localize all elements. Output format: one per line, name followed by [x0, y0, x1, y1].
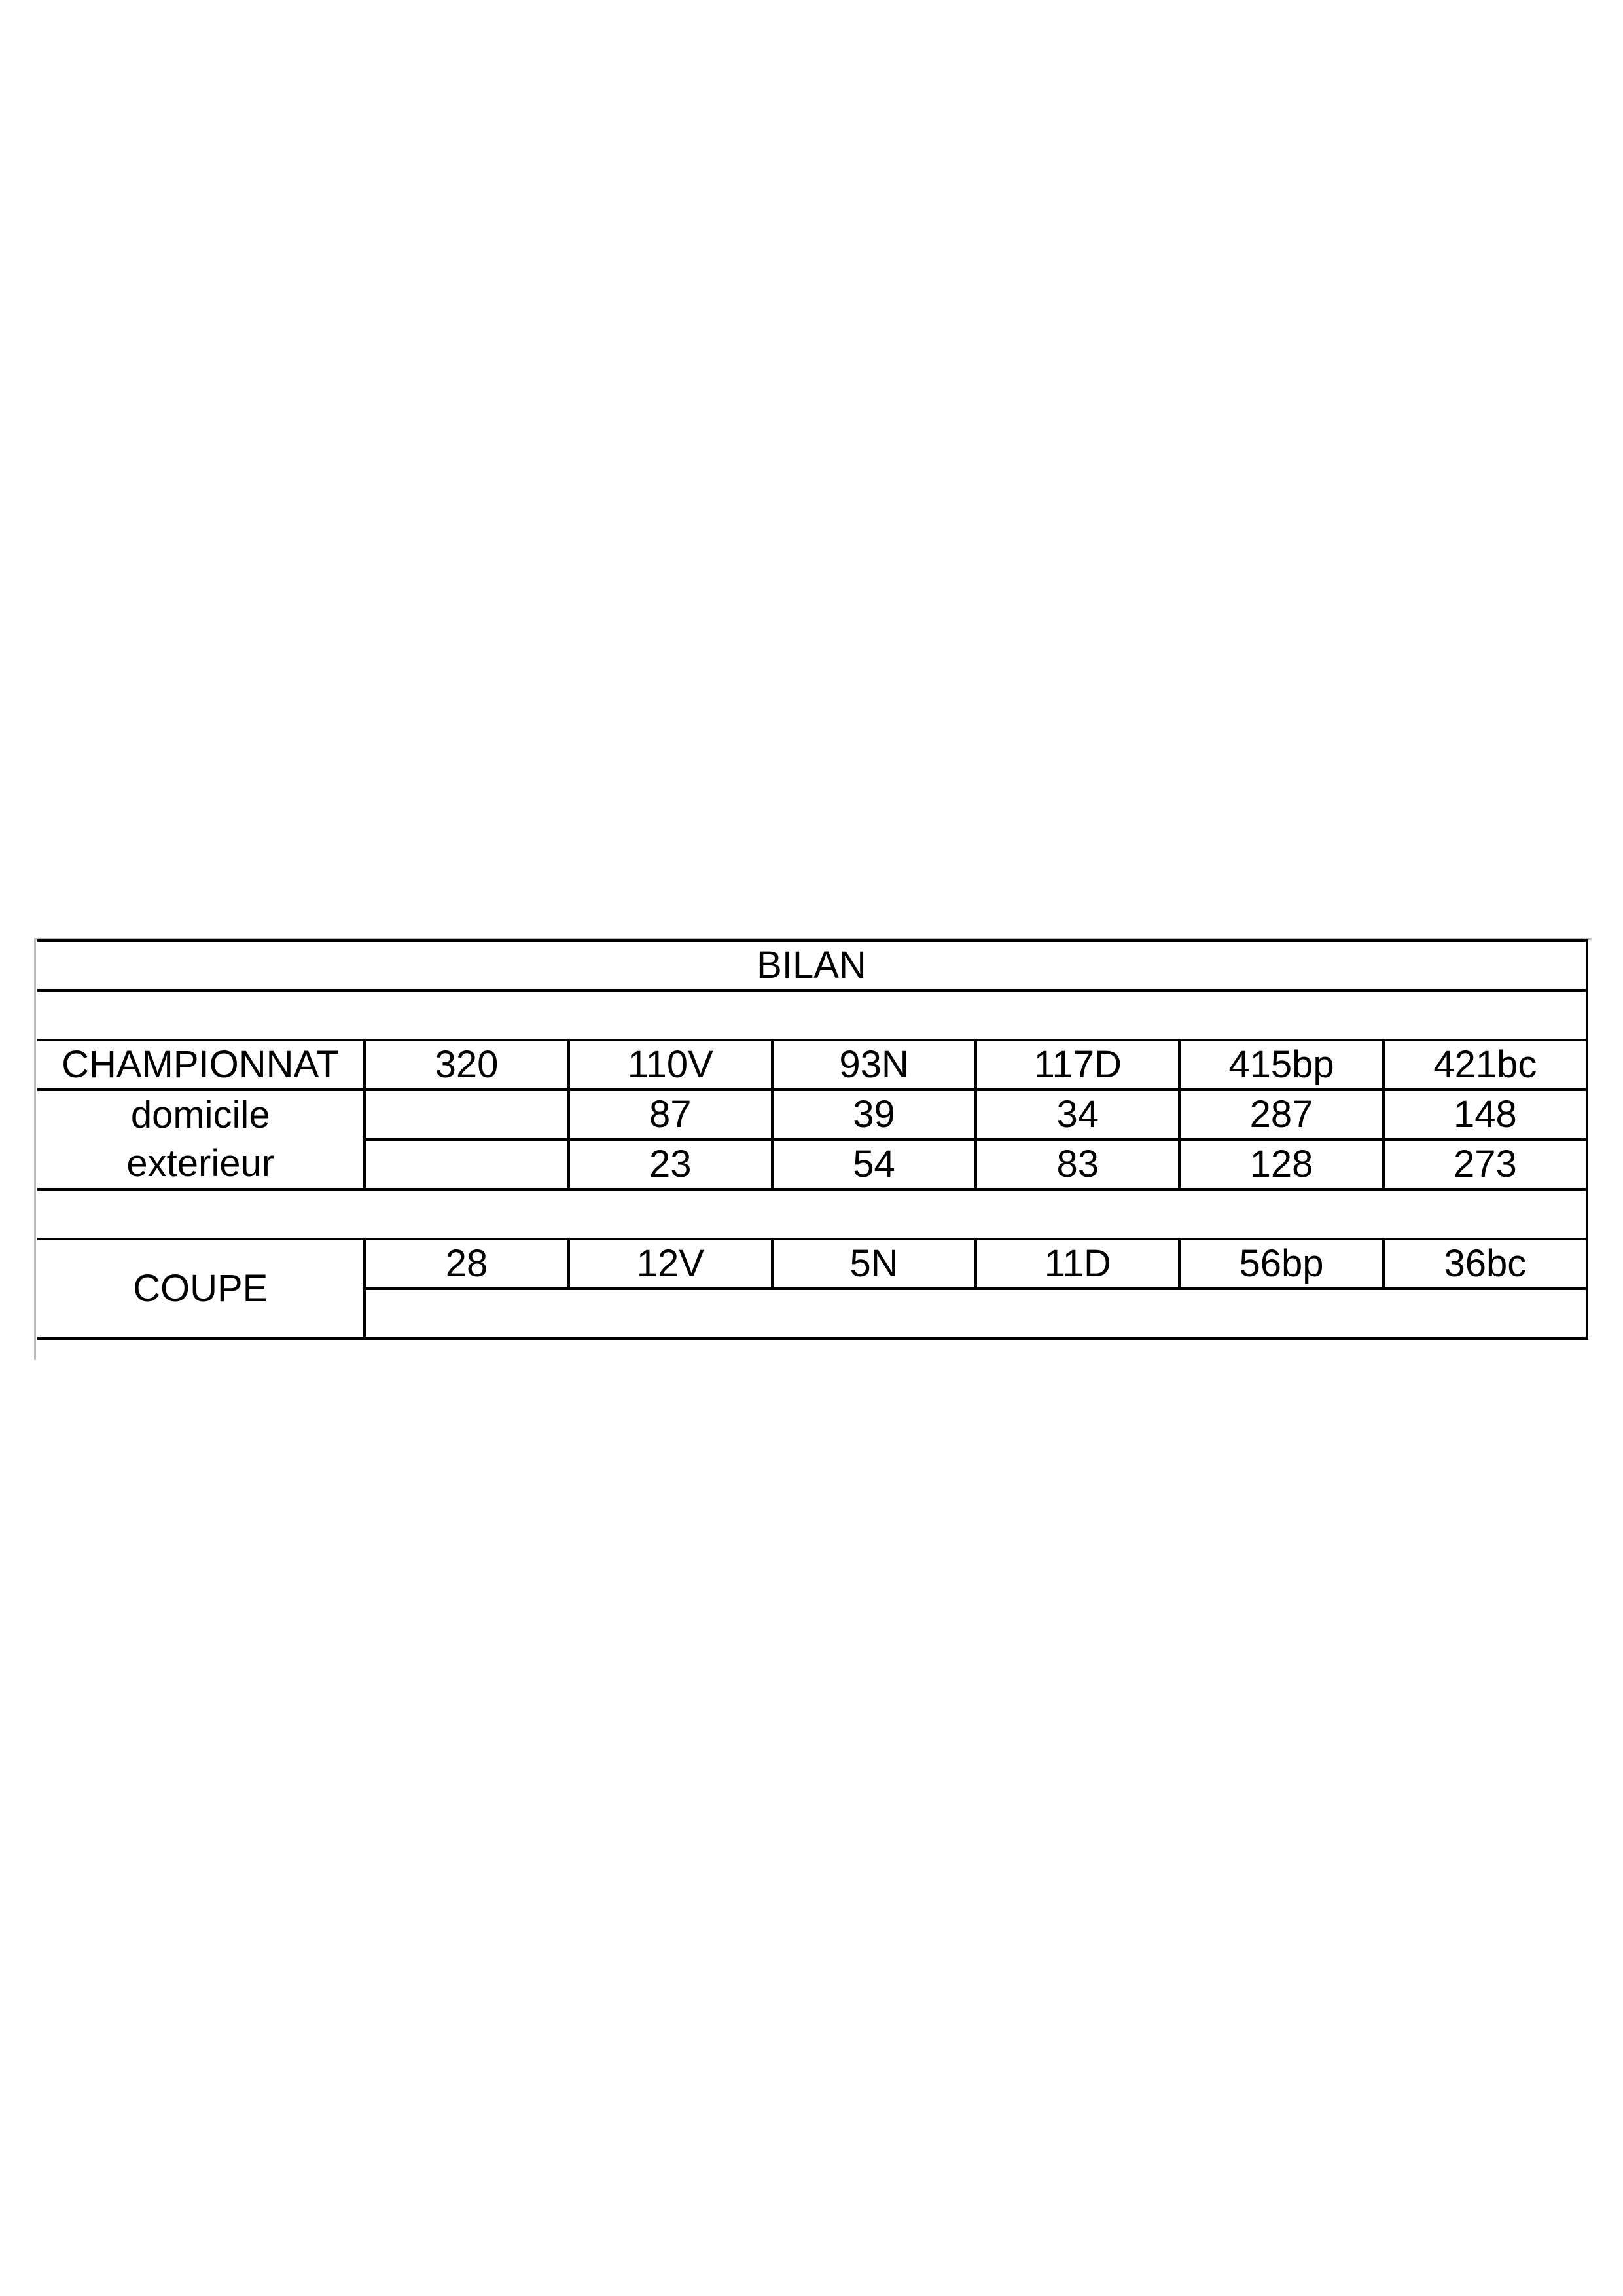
domicile-row — [37, 1090, 1587, 1139]
title-row — [37, 941, 1587, 990]
exterieur-label: exterieur — [37, 1139, 365, 1189]
coupe-total: 28 — [365, 1239, 568, 1289]
spacer-row — [37, 1189, 1587, 1239]
exterieur-goals-against: 273 — [1383, 1139, 1587, 1189]
domicile-losses: 34 — [976, 1090, 1179, 1139]
coupe-losses: 11D — [976, 1239, 1179, 1289]
championnat-wins: 110V — [569, 1040, 772, 1090]
domicile-goals-against: 148 — [1383, 1090, 1587, 1139]
exterieur-losses: 83 — [976, 1139, 1179, 1189]
spacer-cell — [37, 990, 1587, 1040]
exterieur-total — [365, 1139, 568, 1189]
championnat-goals-for: 415bp — [1179, 1040, 1383, 1090]
sheet-left-edge — [34, 938, 36, 1360]
championnat-goals-against: 421bc — [1383, 1040, 1587, 1090]
domicile-goals-for: 287 — [1179, 1090, 1383, 1139]
domicile-draws: 39 — [772, 1090, 976, 1139]
coupe-empty-cell — [365, 1289, 1587, 1338]
exterieur-row — [37, 1139, 1587, 1189]
championnat-draws: 93N — [772, 1040, 976, 1090]
bilan-table — [37, 939, 1588, 1340]
domicile-wins: 87 — [569, 1090, 772, 1139]
spacer-cell — [37, 1189, 1587, 1239]
exterieur-draws: 54 — [772, 1139, 976, 1189]
coupe-wins: 12V — [569, 1239, 772, 1289]
domicile-label: domicile — [37, 1090, 365, 1139]
championnat-row — [37, 1040, 1587, 1090]
exterieur-goals-for: 128 — [1179, 1139, 1383, 1189]
coupe-draws: 5N — [772, 1239, 976, 1289]
championnat-total: 320 — [365, 1040, 568, 1090]
coupe-row — [37, 1239, 1587, 1289]
table-title: BILAN — [37, 941, 1587, 990]
spacer-row — [37, 990, 1587, 1040]
championnat-losses: 117D — [976, 1040, 1179, 1090]
bilan-sheet — [34, 938, 1592, 1360]
domicile-total — [365, 1090, 568, 1139]
championnat-label: CHAMPIONNAT — [37, 1040, 365, 1090]
coupe-label: COUPE — [37, 1239, 365, 1338]
coupe-goals-for: 56bp — [1179, 1239, 1383, 1289]
coupe-goals-against: 36bc — [1383, 1239, 1587, 1289]
exterieur-wins: 23 — [569, 1139, 772, 1189]
